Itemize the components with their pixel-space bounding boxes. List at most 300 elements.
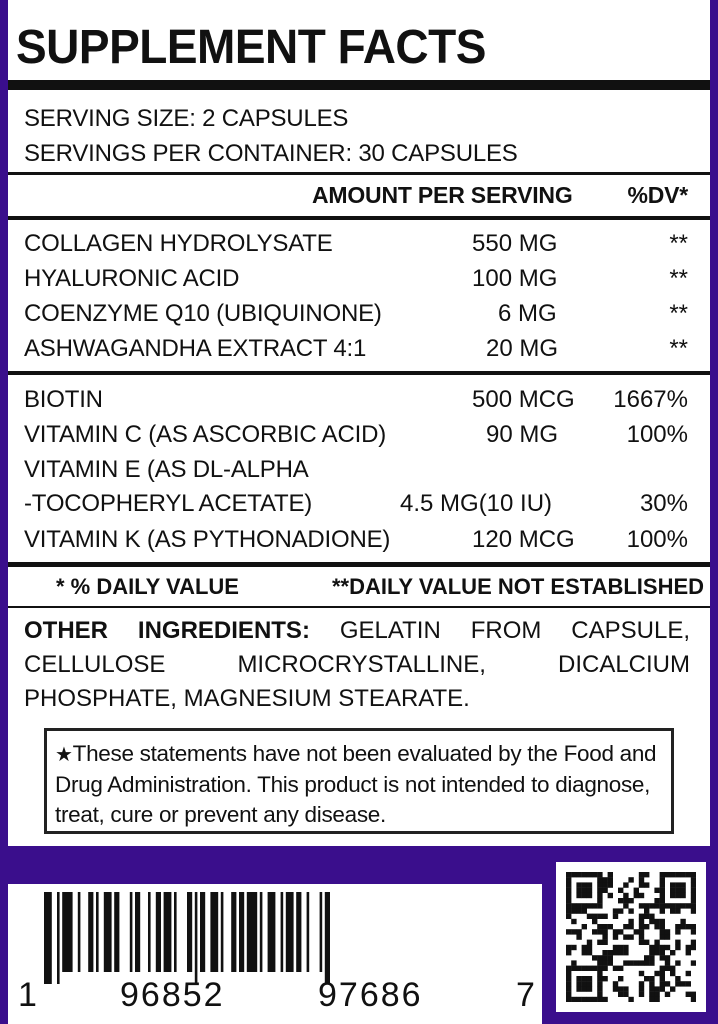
divider <box>8 172 710 175</box>
qr-module <box>582 908 587 913</box>
qr-module <box>608 893 613 898</box>
qr-module <box>582 981 587 986</box>
ingredient-amount: 20 MG <box>486 335 559 362</box>
qr-module <box>602 997 607 1002</box>
qr-module <box>628 960 633 965</box>
qr-module <box>649 955 654 960</box>
qr-module <box>660 986 665 991</box>
servings-per-container: SERVINGS PER CONTAINER: 30 CAPSULES <box>24 140 518 167</box>
qr-module <box>654 903 659 908</box>
qr-module <box>670 888 675 893</box>
qr-module <box>618 898 623 903</box>
ingredient-name: VITAMIN K (AS PYTHONADIONE) <box>24 526 391 553</box>
qr-module <box>680 981 685 986</box>
qr-module <box>660 919 665 924</box>
divider <box>8 216 710 220</box>
qr-module <box>686 872 691 877</box>
qr-module <box>613 914 618 919</box>
qr-module <box>686 992 691 997</box>
qr-module <box>628 877 633 882</box>
qr-module <box>660 888 665 893</box>
qr-module <box>618 986 623 991</box>
qr-module <box>644 976 649 981</box>
qr-module <box>649 919 654 924</box>
qr-module <box>571 903 576 908</box>
qr-module <box>597 976 602 981</box>
qr-module <box>644 903 649 908</box>
qr-module <box>670 872 675 877</box>
qr-module <box>587 966 592 971</box>
qr-module <box>686 981 691 986</box>
qr-module <box>644 955 649 960</box>
ingredient-name: VITAMIN C (AS ASCORBIC ACID) <box>24 421 387 448</box>
qr-module <box>634 893 639 898</box>
qr-module <box>654 997 659 1002</box>
qr-module <box>597 955 602 960</box>
qr-module <box>597 898 602 903</box>
qr-module <box>665 992 670 997</box>
qr-module <box>639 940 644 945</box>
qr-module <box>608 882 613 887</box>
qr-module <box>602 934 607 939</box>
qr-module <box>649 950 654 955</box>
barcode-bar <box>88 892 93 972</box>
qr-module <box>665 872 670 877</box>
barcode-check-digit: 7 <box>516 976 535 1014</box>
qr-module <box>618 929 623 934</box>
qr-module <box>680 882 685 887</box>
qr-module <box>628 997 633 1002</box>
qr-module <box>576 976 581 981</box>
ingredient-dv: 1667% <box>613 386 688 413</box>
qr-module <box>623 882 628 887</box>
qr-module <box>597 992 602 997</box>
qr-module <box>680 888 685 893</box>
qr-module <box>654 898 659 903</box>
qr-module <box>628 919 633 924</box>
qr-module <box>660 929 665 934</box>
qr-module <box>675 882 680 887</box>
qr-module <box>675 960 680 965</box>
qr-module <box>654 940 659 945</box>
qr-module <box>680 893 685 898</box>
ingredient-name-continued: -TOCOPHERYL ACETATE) <box>24 490 313 517</box>
qr-module <box>587 872 592 877</box>
qr-module <box>665 960 670 965</box>
qr-module <box>649 914 654 919</box>
qr-module <box>592 914 597 919</box>
barcode-bar <box>114 892 119 972</box>
ingredient-amount: 100 MG <box>472 265 558 292</box>
qr-module <box>691 960 696 965</box>
barcode-bar <box>307 892 310 972</box>
qr-module <box>613 966 618 971</box>
qr-module <box>566 971 571 976</box>
qr-module <box>675 872 680 877</box>
qr-module <box>639 986 644 991</box>
qr-module <box>582 945 587 950</box>
qr-module <box>654 986 659 991</box>
qr-module <box>602 950 607 955</box>
qr-module <box>566 908 571 913</box>
qr-module <box>639 992 644 997</box>
qr-module <box>587 888 592 893</box>
qr-module <box>576 997 581 1002</box>
qr-module <box>592 903 597 908</box>
qr-module <box>654 992 659 997</box>
qr-module <box>587 976 592 981</box>
qr-module <box>576 882 581 887</box>
qr-module <box>665 966 670 971</box>
barcode-bar <box>195 892 198 984</box>
qr-module <box>660 903 665 908</box>
qr-module <box>597 929 602 934</box>
qr-module <box>582 888 587 893</box>
fda-disclaimer <box>44 728 674 834</box>
qr-module <box>670 903 675 908</box>
qr-module <box>597 960 602 965</box>
qr-module <box>592 929 597 934</box>
qr-module <box>660 893 665 898</box>
qr-module <box>608 955 613 960</box>
qr-module <box>582 893 587 898</box>
barcode-bar <box>210 892 218 972</box>
qr-module <box>691 945 696 950</box>
barcode-bar <box>130 892 133 972</box>
qr-module <box>602 976 607 981</box>
qr-module <box>691 940 696 945</box>
qr-module <box>649 903 654 908</box>
qr-module <box>686 945 691 950</box>
qr-module <box>587 903 592 908</box>
qr-module <box>576 903 581 908</box>
qr-module <box>576 934 581 939</box>
qr-module <box>582 924 587 929</box>
ingredient-amount: 90 MG <box>486 421 559 448</box>
qr-module <box>691 877 696 882</box>
qr-module <box>602 888 607 893</box>
qr-module <box>602 940 607 945</box>
qr-module <box>608 872 613 877</box>
qr-module <box>597 893 602 898</box>
ingredient-dv: ** <box>669 265 688 292</box>
qr-module <box>597 877 602 882</box>
ingredient-name: HYALURONIC ACID <box>24 265 240 292</box>
qr-module <box>691 997 696 1002</box>
qr-module <box>660 898 665 903</box>
qr-module <box>597 914 602 919</box>
qr-module <box>644 908 649 913</box>
qr-module <box>686 971 691 976</box>
barcode-bar <box>104 892 112 972</box>
barcode-bar <box>281 892 284 972</box>
qr-module <box>665 903 670 908</box>
page-title: SUPPLEMENT FACTS <box>16 19 486 74</box>
qr-module <box>675 976 680 981</box>
qr-module <box>639 981 644 986</box>
qr-module <box>660 934 665 939</box>
other-ingredients-label: OTHER INGREDIENTS: <box>24 617 310 644</box>
qr-module <box>639 929 644 934</box>
qr-module <box>602 955 607 960</box>
qr-module <box>675 908 680 913</box>
barcode-bar <box>148 892 151 972</box>
qr-module <box>680 924 685 929</box>
qr-module <box>582 872 587 877</box>
ingredient-dv: 100% <box>626 421 688 448</box>
qr-module <box>566 981 571 986</box>
qr-module <box>670 986 675 991</box>
barcode-bar <box>221 892 224 972</box>
barcode-bar <box>268 892 276 972</box>
qr-module <box>571 908 576 913</box>
barcode-image <box>40 892 540 984</box>
qr-module <box>649 945 654 950</box>
qr-module <box>639 893 644 898</box>
qr-module <box>602 966 607 971</box>
qr-module <box>691 872 696 877</box>
qr-module <box>691 929 696 934</box>
qr-module <box>675 929 680 934</box>
qr-module <box>654 919 659 924</box>
qr-module <box>608 924 613 929</box>
qr-module <box>566 872 571 877</box>
divider <box>8 606 710 608</box>
qr-module <box>686 924 691 929</box>
qr-module <box>597 966 602 971</box>
qr-module <box>571 872 576 877</box>
qr-module <box>649 986 654 991</box>
barcode-bar <box>325 892 330 984</box>
barcode-bar <box>135 892 140 972</box>
qr-module <box>628 898 633 903</box>
barcode-bar <box>286 892 294 972</box>
qr-module <box>665 934 670 939</box>
qr-module <box>649 976 654 981</box>
qr-module <box>587 940 592 945</box>
qr-module <box>618 966 623 971</box>
qr-module <box>670 882 675 887</box>
qr-module <box>628 908 633 913</box>
qr-module <box>597 872 602 877</box>
qr-module <box>602 877 607 882</box>
qr-module <box>566 976 571 981</box>
qr-module <box>680 872 685 877</box>
qr-module <box>587 893 592 898</box>
qr-module <box>582 882 587 887</box>
barcode-bar <box>320 892 323 972</box>
qr-module <box>675 888 680 893</box>
qr-module <box>608 950 613 955</box>
qr-module <box>602 929 607 934</box>
qr-module <box>691 903 696 908</box>
qr-module <box>639 882 644 887</box>
qr-module <box>623 950 628 955</box>
qr-module <box>618 888 623 893</box>
barcode-bar <box>164 892 172 972</box>
ingredient-name: ASHWAGANDHA EXTRACT 4:1 <box>24 335 367 362</box>
qr-module <box>644 960 649 965</box>
qr-module <box>571 929 576 934</box>
qr-module <box>654 971 659 976</box>
qr-module <box>618 976 623 981</box>
qr-module <box>623 945 628 950</box>
qr-module <box>587 914 592 919</box>
qr-module <box>691 882 696 887</box>
qr-module <box>660 981 665 986</box>
qr-module <box>566 898 571 903</box>
qr-module <box>639 924 644 929</box>
barcode-left-group: 96852 <box>120 976 225 1014</box>
qr-module <box>623 986 628 991</box>
qr-module <box>566 992 571 997</box>
qr-module <box>670 893 675 898</box>
ingredient-amount: 6 MG <box>498 300 557 327</box>
qr-module <box>571 966 576 971</box>
qr-module <box>639 971 644 976</box>
qr-module <box>618 992 623 997</box>
qr-module <box>582 986 587 991</box>
qr-module <box>680 903 685 908</box>
qr-module <box>597 940 602 945</box>
qr-module <box>613 950 618 955</box>
qr-module <box>639 919 644 924</box>
qr-module <box>623 992 628 997</box>
divider-thick <box>8 80 710 90</box>
qr-module <box>582 950 587 955</box>
qr-module <box>592 997 597 1002</box>
qr-module <box>660 976 665 981</box>
qr-module <box>665 945 670 950</box>
qr-module <box>660 950 665 955</box>
other-ingredients-text: GELATIN FROM CAPSULE, CELLULOSE MICROCRYSTALLINE, DICALCIUM PHOSPHATE, MAGNESIUM STEARATE. <box>24 617 690 712</box>
barcode-right-group: 97686 <box>318 976 423 1014</box>
barcode-bar <box>239 892 244 972</box>
qr-module <box>613 934 618 939</box>
qr-module <box>623 924 628 929</box>
qr-module <box>660 872 665 877</box>
ingredient-amount: 4.5 MG(10 IU) <box>400 490 553 517</box>
qr-module <box>628 924 633 929</box>
qr-module <box>660 882 665 887</box>
ingredient-name: VITAMIN E (AS DL-ALPHA <box>24 456 309 483</box>
qr-module <box>649 981 654 986</box>
qr-module <box>592 919 597 924</box>
qr-module <box>576 872 581 877</box>
qr-module <box>582 966 587 971</box>
barcode-bar <box>174 892 177 972</box>
qr-module <box>691 924 696 929</box>
qr-module <box>592 955 597 960</box>
ingredient-name: BIOTIN <box>24 386 103 413</box>
qr-module <box>675 924 680 929</box>
qr-module <box>566 929 571 934</box>
qr-module <box>618 908 623 913</box>
qr-module <box>587 945 592 950</box>
disclaimer-text: These statements have not been evaluated by the Food and Drug Administration. This product is not intended to diagnose, treat, cure or prevent any disease. <box>55 741 657 827</box>
ingredient-name: COENZYME Q10 (UBIQUINONE) <box>24 300 382 327</box>
qr-module <box>623 893 628 898</box>
dv-footnote: * % DAILY VALUE <box>56 574 239 599</box>
qr-module <box>675 945 680 950</box>
qr-module <box>587 997 592 1002</box>
ingredient-dv: ** <box>669 335 688 362</box>
qr-module <box>576 929 581 934</box>
ingredient-dv: ** <box>669 300 688 327</box>
qr-module <box>587 986 592 991</box>
qr-module <box>597 924 602 929</box>
qr-module <box>675 940 680 945</box>
qr-module <box>582 997 587 1002</box>
ingredient-name: COLLAGEN HYDROLYSATE <box>24 230 333 257</box>
qr-module <box>602 882 607 887</box>
qr-module <box>592 872 597 877</box>
other-ingredients <box>24 614 690 716</box>
barcode-bar <box>247 892 257 972</box>
qr-module <box>628 934 633 939</box>
barcode-bar <box>296 892 301 972</box>
qr-module <box>639 877 644 882</box>
divider <box>8 371 710 375</box>
qr-module <box>618 950 623 955</box>
qr-module <box>670 908 675 913</box>
qr-module <box>613 929 618 934</box>
qr-module <box>623 934 628 939</box>
qr-module <box>571 960 576 965</box>
qr-module <box>639 872 644 877</box>
qr-module <box>639 960 644 965</box>
qr-module <box>602 960 607 965</box>
qr-module <box>675 981 680 986</box>
qr-module <box>597 981 602 986</box>
qr-module <box>675 893 680 898</box>
qr-module <box>623 903 628 908</box>
amount-per-serving-header: AMOUNT PER SERVING <box>312 182 573 208</box>
qr-module <box>649 992 654 997</box>
qr-module <box>634 888 639 893</box>
qr-module <box>576 966 581 971</box>
qr-module <box>639 903 644 908</box>
barcode-bar <box>96 892 99 972</box>
qr-module <box>576 986 581 991</box>
qr-module <box>644 882 649 887</box>
qr-module <box>597 903 602 908</box>
qr-module <box>597 997 602 1002</box>
qr-module <box>670 950 675 955</box>
qr-module <box>571 919 576 924</box>
qr-module <box>654 950 659 955</box>
qr-module <box>660 877 665 882</box>
qr-module <box>649 960 654 965</box>
qr-module <box>571 945 576 950</box>
not-established-footnote: **DAILY VALUE NOT ESTABLISHED <box>332 574 705 599</box>
divider-thick <box>8 562 710 567</box>
qr-module <box>566 997 571 1002</box>
qr-module <box>665 955 670 960</box>
qr-module <box>566 903 571 908</box>
qr-module <box>680 919 685 924</box>
barcode-bar <box>156 892 161 972</box>
qr-module <box>623 898 628 903</box>
barcode-bar <box>231 892 236 972</box>
ingredient-dv: 30% <box>639 490 688 517</box>
barcode-bar <box>260 892 263 972</box>
ingredient-amount: 500 MCG <box>472 386 575 413</box>
qr-module <box>608 877 613 882</box>
ingredient-dv: 100% <box>626 526 688 553</box>
qr-module <box>618 945 623 950</box>
qr-module <box>691 893 696 898</box>
